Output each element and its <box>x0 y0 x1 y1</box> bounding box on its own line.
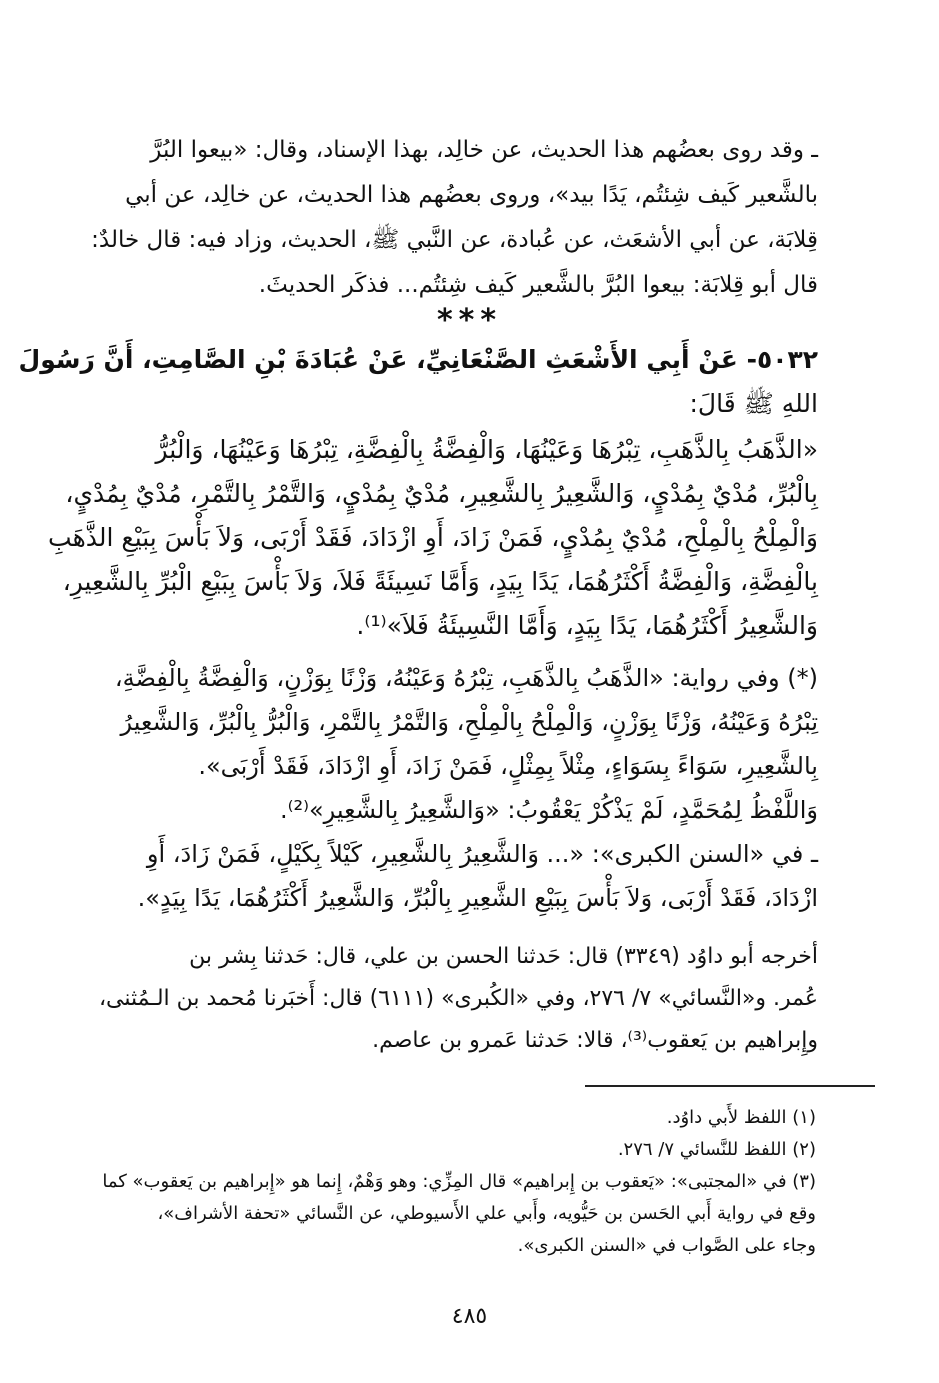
page-number: ٤٨٥ <box>451 1304 488 1329</box>
text-line: ـ وقد روى بعضُهم هذا الحديث، عن خالِد، بهذا الإسناد، وقال: «بيعوا البُرَّ <box>150 137 818 163</box>
text-line: وَالشَّعِيرُ أَكْثَرُهُمَا، يَدًا بِيَدٍ، وَأَمَّا النَّسِيئَةُ فَلاَ»⁽¹⁾. <box>356 611 818 640</box>
text-line: وَالْمِلْحُ بِالْمِلْحِ، مُدْيٌ بِمُدْيٍ، فَمَنْ زَادَ، أَوِ ازْدَادَ، فَقَدْ أَرْبَى، وَلاَ بَأْسَ بِبَيْعِ الذَّهَبِ <box>48 523 818 552</box>
text-line: (*) وفي رواية: «الذَّهَبُ بِالذَّهَبِ، تِبْرُهُ وَعَيْنُهُ، وَزْنًا بِوَزْنٍ، وَالْفِضَّةُ بِالْفِضَّةِ، <box>114 664 818 692</box>
hadith-text <box>48 428 818 648</box>
text-line: قال أبو قِلابَة: بيعوا البُرَّ بالشَّعير كَيف شِئتُم... فذكَر الحديثَ. <box>258 272 818 298</box>
source-attribution <box>98 936 818 1062</box>
footnote: وجاء على الصَّواب في «السنن الكبرى». <box>517 1235 816 1256</box>
text-line: وَاللَّفْظُ لِمُحَمَّدٍ، لَمْ يَذْكُرْ يَعْقُوبُ: «وَالشَّعِيرُ بِالشَّعِيرِ»⁽²⁾. <box>279 796 818 824</box>
text-line: أخرجه أبو داوُد (٣٣٤٩) قال: حَدثنا الحسن بن علي، قال: حَدثنا بِشر بن <box>189 944 818 969</box>
text-line: وإِبراهيم بن يَعقوب⁽³⁾، قالا: حَدثنا عَمرو بن عاصم. <box>372 1028 818 1053</box>
variant-narrations <box>114 656 818 920</box>
text-line: عُمر. و«النَّسائي» ٧/ ٢٧٦، وفي «الكُبرى» (٦١١١) قال: أَخبَرنا مُحمد بن الـمُثنى، <box>98 986 818 1011</box>
text-line: بِالْبُرِّ، مُدْيٌ بِمُدْيٍ، وَالشَّعِيرُ بِالشَّعِيرِ، مُدْيٌ بِمُدْيٍ، وَالتَّمْرُ بِالتَّمْرِ، مُدْيٌ بِمُدْيٍ، <box>65 479 818 508</box>
footnote: (٢) اللفظ للنَّسائي ٧/ ٢٧٦. <box>617 1139 816 1160</box>
text-line: ـ في «السنن الكبرى»: «... وَالشَّعِيرُ بِالشَّعِيرِ، كَيْلاً بِكَيْلٍ، فَمَنْ زَادَ، أَوِ <box>146 840 818 868</box>
footnote: (١) اللفظ لأَبي داوُد. <box>666 1107 816 1128</box>
text-line: ازْدَادَ، فَقَدْ أَرْبَى، وَلاَ بَأْسَ بِبَيْعِ الشَّعِيرِ بِالْبُرِّ، وَالشَّعِيرُ أَكْثَرُهُمَا، يَدًا بِيَدٍ». <box>137 884 818 912</box>
text-line: بِالْفِضَّةِ، وَالْفِضَّةُ أَكْثَرُهُمَا، يَدًا بِيَدٍ، وَأَمَّا نَسِيئَةً فَلاَ، وَلاَ بَأْسَ بِبَيْعِ الْبُرِّ بِالشَّعِيرِ، <box>62 567 818 596</box>
footnotes <box>102 1102 816 1262</box>
text-line: «الذَّهَبُ بِالذَّهَبِ، تِبْرُهَا وَعَيْنُهَا، وَالْفِضَّةُ بِالْفِضَّةِ، تِبْرُهَا وَعَيْنُهَا، وَالْبُرُّ <box>155 435 818 464</box>
text-line: قِلابَة، عن أبي الأشعَث، عن عُبادة، عن النَّبي ﷺ، الحديث، وزاد فيه: قال خالدٌ: <box>91 227 818 253</box>
text-line: بِالشَّعِيرِ، سَوَاءً بِسَوَاءٍ، مِثْلاً بِمِثْلٍ، فَمَنْ زَادَ، أَوِ ازْدَادَ، فَقَدْ أَرْبَى». <box>198 752 818 780</box>
text-line: تِبْرُهُ وَعَيْنُهُ، وَزْنًا بِوَزْنٍ، وَالْمِلْحُ بِالْمِلْحِ، وَالتَّمْرُ بِالتَّمْرِ، وَالْبُرُّ بِالْبُرِّ، وَالشَّعِيرُ <box>120 708 818 736</box>
hadith-number-line: ٥٠٣٢- عَنْ أَبِي الأَشْعَثِ الصَّنْعَانِيِّ، عَنْ عُبَادَةَ بْنِ الصَّامِتِ، أَنَّ رَسُولَ <box>18 345 818 374</box>
text-line: اللهِ ﷺ قَالَ: <box>689 389 818 418</box>
hadith-heading <box>18 338 818 426</box>
footnote: وقع في رواية أَبي الحَسن بن حَيُّويه، وأَبي علي الأَسيوطي، عن النَّسائي «تحفة الأشراف»، <box>157 1203 816 1224</box>
intro-paragraph <box>91 128 818 308</box>
text-line: بالشَّعير كَيف شِئتُم، يَدًا بيد»، وروى بعضُهم هذا الحديث، عن خالِد، عن أبي <box>125 182 818 208</box>
footnote-divider <box>585 1085 875 1087</box>
footnote: (٣) في «المجتبى»: «يَعقوب بن إِبراهيم» قال المِزِّي: وهو وَهْمٌ، إِنما هو «إِبراهيم بن يَعقوب» كما <box>102 1171 816 1192</box>
section-separator: *** <box>436 303 503 338</box>
